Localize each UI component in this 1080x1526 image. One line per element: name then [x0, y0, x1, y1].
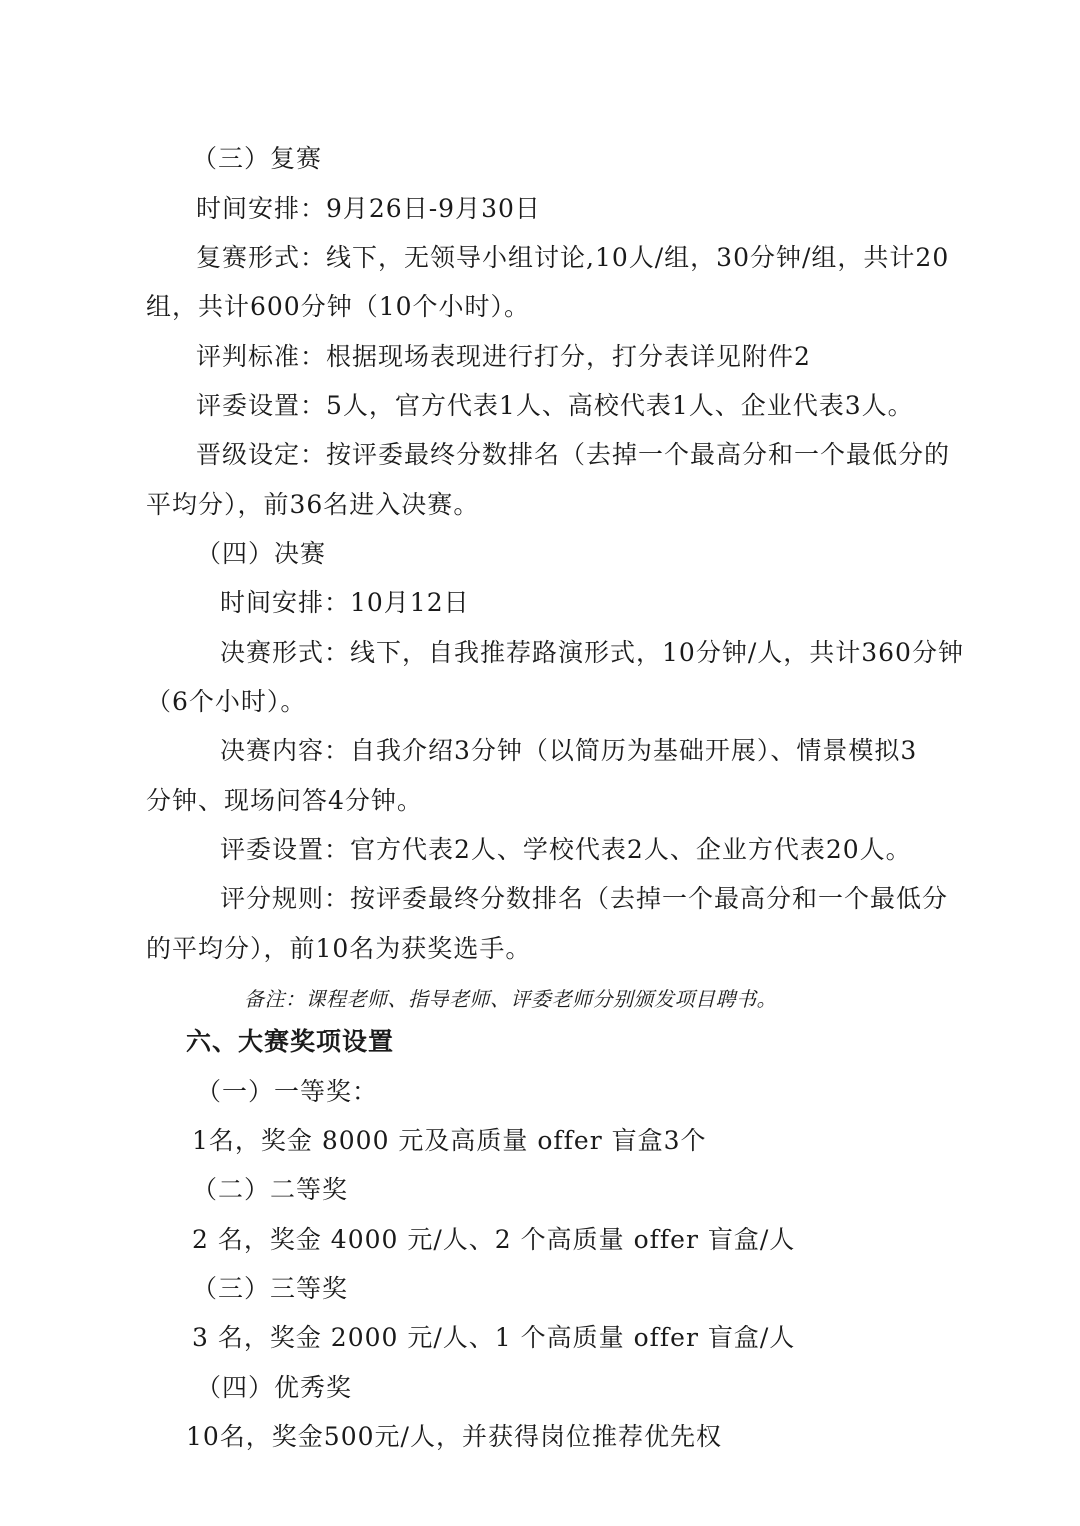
award-second-detail: 2 名，奖金 4000 元/人、2 个高质量 offer 盲盒/人 [192, 1225, 796, 1254]
semifinal-format-line1: 复赛形式：线下，无领导小组讨论,10人/组，30分钟/组，共计20 [196, 243, 950, 272]
award-third-detail: 3 名，奖金 2000 元/人、1 个高质量 offer 盲盒/人 [192, 1323, 796, 1352]
semifinal-title: （三）复赛 [192, 144, 323, 173]
final-rules-line1: 评分规则：按评委最终分数排名（去掉一个最高分和一个最低分 [220, 884, 949, 913]
award-excellent-title: （四）优秀奖 [196, 1373, 353, 1402]
semifinal-judges: 评委设置：5人，官方代表1人、高校代表1人、企业代表3人。 [196, 391, 914, 420]
final-rules-line2: 的平均分），前10名为获奖选手。 [146, 934, 532, 963]
final-content-line1: 决赛内容：自我介绍3分钟（以简历为基础开展）、情景模拟3 [220, 736, 918, 765]
final-title: （四）决赛 [196, 539, 327, 568]
semifinal-format-line2: 组，共计600分钟（10个小时）。 [146, 292, 531, 321]
final-content-line2: 分钟、现场问答4分钟。 [146, 786, 423, 815]
semifinal-criteria: 评判标准：根据现场表现进行打分，打分表详见附件2 [196, 342, 811, 371]
final-judges: 评委设置：官方代表2人、学校代表2人、企业方代表20人。 [220, 835, 912, 864]
semifinal-advance-line2: 平均分），前36名进入决赛。 [146, 490, 480, 519]
semifinal-time: 时间安排：9月26日-9月30日 [196, 194, 541, 223]
awards-heading: 六、大赛奖项设置 [186, 1027, 395, 1056]
final-format-line1: 决赛形式：线下，自我推荐路演形式，10分钟/人，共计360分钟 [220, 638, 964, 667]
award-first-title: （一）一等奖： [196, 1077, 379, 1106]
award-excellent-detail: 10名，奖金500元/人，并获得岗位推荐优先权 [186, 1422, 722, 1451]
final-format-line2: （6个小时）。 [146, 687, 307, 716]
award-first-detail: 1名，奖金 8000 元及高质量 offer 盲盒3个 [192, 1126, 707, 1155]
final-time: 时间安排：10月12日 [220, 588, 470, 617]
final-note: 备注：课程老师、指导老师、评委老师分别颁发项目聘书。 [244, 987, 777, 1011]
award-second-title: （二）二等奖 [192, 1175, 349, 1204]
award-third-title: （三）三等奖 [192, 1274, 349, 1303]
semifinal-advance-line1: 晋级设定：按评委最终分数排名（去掉一个最高分和一个最低分的 [196, 440, 951, 469]
